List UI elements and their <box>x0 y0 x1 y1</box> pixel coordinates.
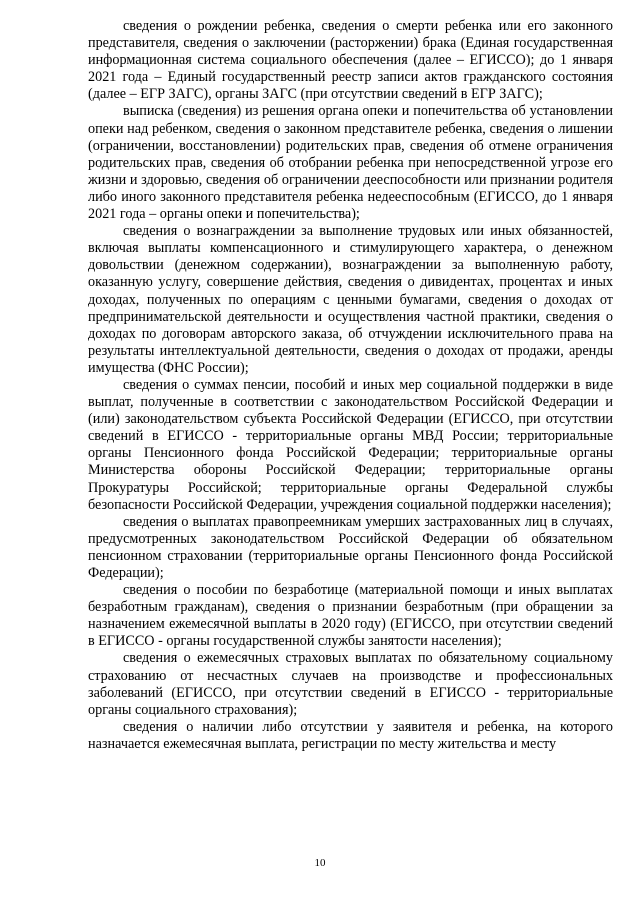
document-body <box>88 18 613 753</box>
paragraph-birth-death-marriage: сведения о рождении ребенка, сведения о смерти ребенка или его законного представителя, сведения о заключении (расторжении) брака (Единая государственная информационная система социального обеспечения (далее – ЕГИССО); до 1 января 2021 года – Единый государственный реестр записи актов гражданского состояния (далее – ЕГР ЗАГС), органы ЗАГС (при отсутствии сведений в ЕГР ЗАГС); <box>88 18 613 103</box>
paragraph-pension-benefits: сведения о суммах пенсии, пособий и иных мер социальной поддержки в виде выплат, полученные в соответствии с законодательством Российской Федерации и (или) законодательством субъекта Российской Федерации (ЕГИССО, при отсутствии сведений в ЕГИССО - территориальные органы МВД России; территориальные органы Пенсионного фонда Российской Федерации; территориальные органы Министерства обороны Российской Федерации; территориальные органы Прокуратуры Российской; территориальные органы Федеральной службы безопасности Российской Федерации, учреждения социальной поддержки населения); <box>88 376 613 513</box>
paragraph-insurance-payments: сведения о ежемесячных страховых выплатах по обязательному социальному страхованию от несчастных случаев на производстве и профессиональных заболеваний (ЕГИССО, при отсутствии сведений в ЕГИССО - территориальные органы социального страхования); <box>88 650 613 718</box>
paragraph-income: сведения о вознаграждении за выполнение трудовых или иных обязанностей, включая выплаты компенсационного и стимулирующего характера, о денежном довольствии (денежном содержании), вознаграждении за выполненную работу, оказанную услугу, совершение действия, сведения о дивидентах, процентах и иных доходах, полученных по операциям с ценными бумагами, сведения о доходах от предпринимательской деятельности и осуществления частной практики, сведения о доходах по договорам авторского заказа, об отчуждении исключительного права на результаты интеллектуальной деятельности, сведения о доходах от продажи, аренды имущества (ФНС России); <box>88 223 613 376</box>
paragraph-unemployment: сведения о пособии по безработице (материальной помощи и иных выплатах безработным гражданам), сведения о признании безработным (при обращении за назначением ежемесячной выплаты в 2020 году) (ЕГИССО, при отсутствии сведений в ЕГИССО - органы государственной службы занятости населения); <box>88 582 613 650</box>
paragraph-registration: сведения о наличии либо отсутствии у заявителя и ребенка, на которого назначается ежемесячная выплата, регистрации по месту жительства и месту <box>88 718 613 752</box>
paragraph-guardianship: выписка (сведения) из решения органа опеки и попечительства об установлении опеки над ребенком, сведения о законном представителе ребенка, сведения о лишении (ограничении, восстановлении) родительских прав, сведения об отмене ограничения родительских прав, сведения об отобрании ребенка при непосредственной угрозе его жизни и здоровью, сведения об ограничении дееспособности или признании родителя либо иного законного представителя ребенка недееспособным (ЕГИССО, до 1 января 2021 года – органы опеки и попечительства); <box>88 103 613 223</box>
page-number: 10 <box>314 857 326 869</box>
paragraph-successor-payments: сведения о выплатах правопреемникам умерших застрахованных лиц в случаях, предусмотренных законодательством Российской Федерации об обязательном пенсионном страховании (территориальные органы Пенсионного фонда Российской Федерации); <box>88 513 613 581</box>
